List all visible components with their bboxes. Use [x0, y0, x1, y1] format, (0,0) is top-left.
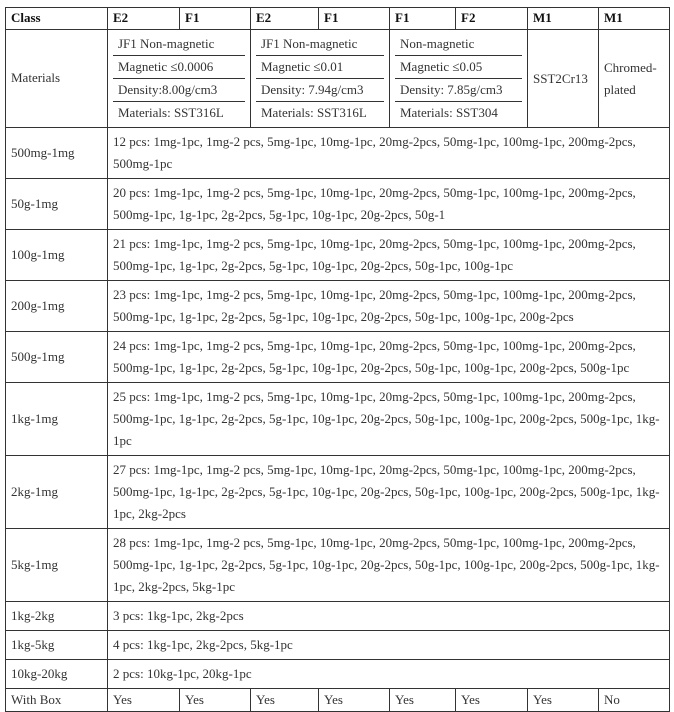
class-m1: M1	[528, 8, 599, 30]
set-contents: 23 pcs: 1mg-1pc, 1mg-2 pcs, 5mg-1pc, 10mg-1pc, 20mg-2pcs, 50mg-1pc, 100mg-1pc, 200mg-2pcs, 500mg-1pc, 1g-1pc, 2g-2pcs, 5g-1pc, 10g-1pc, 20g-2pcs, 50g-1pc, 100g-1pc, 200g-2pcs	[108, 281, 670, 332]
set-row	[6, 332, 670, 383]
class-e2: E2	[108, 8, 180, 30]
with-box-value: Yes	[456, 689, 528, 712]
with-box-value: Yes	[108, 689, 180, 712]
set-contents: 24 pcs: 1mg-1pc, 1mg-2 pcs, 5mg-1pc, 10mg-1pc, 20mg-2pcs, 50mg-1pc, 100mg-1pc, 200mg-2pcs, 500mg-1pc, 1g-1pc, 2g-2pcs, 5g-1pc, 10g-1pc, 20g-2pcs, 50g-1pc, 100g-1pc, 200g-2pcs, 500g-1pc	[108, 332, 670, 383]
set-row	[6, 660, 670, 689]
class-f1: F1	[180, 8, 251, 30]
materials-line: Magnetic ≤0.05	[395, 56, 522, 79]
set-contents: 2 pcs: 10kg-1pc, 20kg-1pc	[108, 660, 670, 689]
set-row	[6, 529, 670, 602]
class-f1: F1	[319, 8, 390, 30]
materials-m1-second: Chromed-plated	[599, 30, 670, 128]
set-row	[6, 179, 670, 230]
materials-m1-first: SST2Cr13	[528, 30, 599, 128]
set-range-label: 100g-1mg	[6, 230, 108, 281]
set-contents: 4 pcs: 1kg-1pc, 2kg-2pcs, 5kg-1pc	[108, 631, 670, 660]
materials-line: Density: 7.94g/cm3	[256, 79, 384, 102]
set-range-label: 1kg-2kg	[6, 602, 108, 631]
materials-line: Density: 7.85g/cm3	[395, 79, 522, 102]
set-row	[6, 230, 670, 281]
with-box-row	[6, 689, 670, 712]
set-row	[6, 602, 670, 631]
weight-set-spec-table	[5, 7, 670, 712]
with-box-value: Yes	[390, 689, 456, 712]
set-range-label: 5kg-1mg	[6, 529, 108, 602]
set-contents: 12 pcs: 1mg-1pc, 1mg-2 pcs, 5mg-1pc, 10mg-1pc, 20mg-2pcs, 50mg-1pc, 100mg-1pc, 200mg-2pcs, 500mg-1pc	[108, 128, 670, 179]
set-row	[6, 456, 670, 529]
class-f1: F1	[390, 8, 456, 30]
set-contents: 20 pcs: 1mg-1pc, 1mg-2 pcs, 5mg-1pc, 10mg-1pc, 20mg-2pcs, 50mg-1pc, 100mg-1pc, 200mg-2pcs, 500mg-1pc, 1g-1pc, 2g-2pcs, 5g-1pc, 10g-1pc, 20g-2pcs, 50g-1	[108, 179, 670, 230]
set-contents: 25 pcs: 1mg-1pc, 1mg-2 pcs, 5mg-1pc, 10mg-1pc, 20mg-2pcs, 50mg-1pc, 100mg-1pc, 200mg-2pcs, 500mg-1pc, 1g-1pc, 2g-2pcs, 5g-1pc, 10g-1pc, 20g-2pcs, 50g-1pc, 100g-1pc, 200g-2pcs, 500g-1pc, 1kg-1pc	[108, 383, 670, 456]
with-box-value: Yes	[319, 689, 390, 712]
materials-label: Materials	[6, 30, 108, 128]
with-box-label: With Box	[6, 689, 108, 712]
set-contents: 21 pcs: 1mg-1pc, 1mg-2 pcs, 5mg-1pc, 10mg-1pc, 20mg-2pcs, 50mg-1pc, 100mg-1pc, 200mg-2pcs, 500mg-1pc, 1g-1pc, 2g-2pcs, 5g-1pc, 10g-1pc, 20g-2pcs, 50g-1pc, 100g-1pc	[108, 230, 670, 281]
set-range-label: 10kg-20kg	[6, 660, 108, 689]
class-f2: F2	[456, 8, 528, 30]
set-row	[6, 128, 670, 179]
materials-line: Materials: SST316L	[261, 105, 367, 120]
with-box-value: No	[599, 689, 670, 712]
set-contents: 27 pcs: 1mg-1pc, 1mg-2 pcs, 5mg-1pc, 10mg-1pc, 20mg-2pcs, 50mg-1pc, 100mg-1pc, 200mg-2pcs, 500mg-1pc, 1g-1pc, 2g-2pcs, 5g-1pc, 10g-1pc, 20g-2pcs, 50g-1pc, 100g-1pc, 200g-2pcs, 500g-1pc, 1kg-1pc, 2kg-2pcs	[108, 456, 670, 529]
materials-row	[6, 30, 670, 128]
materials-group-3	[390, 30, 528, 128]
materials-line: Density:8.00g/cm3	[113, 79, 245, 102]
class-label: Class	[6, 8, 108, 30]
set-range-label: 500g-1mg	[6, 332, 108, 383]
materials-line: Magnetic ≤0.01	[256, 56, 384, 79]
class-e2: E2	[251, 8, 319, 30]
set-row	[6, 631, 670, 660]
set-range-label: 1kg-1mg	[6, 383, 108, 456]
set-contents: 3 pcs: 1kg-1pc, 2kg-2pcs	[108, 602, 670, 631]
materials-line: Non-magnetic	[395, 33, 522, 56]
with-box-value: Yes	[180, 689, 251, 712]
class-header-row	[6, 8, 670, 30]
set-row	[6, 383, 670, 456]
class-m1: M1	[599, 8, 670, 30]
set-range-label: 2kg-1mg	[6, 456, 108, 529]
set-range-label: 50g-1mg	[6, 179, 108, 230]
with-box-value: Yes	[251, 689, 319, 712]
materials-group-2	[251, 30, 390, 128]
set-range-label: 500mg-1mg	[6, 128, 108, 179]
materials-line: Materials: SST316L	[118, 105, 224, 120]
materials-line: Magnetic ≤0.0006	[113, 56, 245, 79]
materials-group-1	[108, 30, 251, 128]
set-contents: 28 pcs: 1mg-1pc, 1mg-2 pcs, 5mg-1pc, 10mg-1pc, 20mg-2pcs, 50mg-1pc, 100mg-1pc, 200mg-2pcs, 500mg-1pc, 1g-1pc, 2g-2pcs, 5g-1pc, 10g-1pc, 20g-2pcs, 50g-1pc, 100g-1pc, 200g-2pcs, 500g-1pc, 1kg-1pc, 2kg-2pcs, 5kg-1pc	[108, 529, 670, 602]
set-range-label: 200g-1mg	[6, 281, 108, 332]
set-range-label: 1kg-5kg	[6, 631, 108, 660]
materials-line: Materials: SST304	[400, 105, 498, 120]
with-box-value: Yes	[528, 689, 599, 712]
set-row	[6, 281, 670, 332]
materials-line: JF1 Non-magnetic	[113, 33, 245, 56]
materials-line: JF1 Non-magnetic	[256, 33, 384, 56]
